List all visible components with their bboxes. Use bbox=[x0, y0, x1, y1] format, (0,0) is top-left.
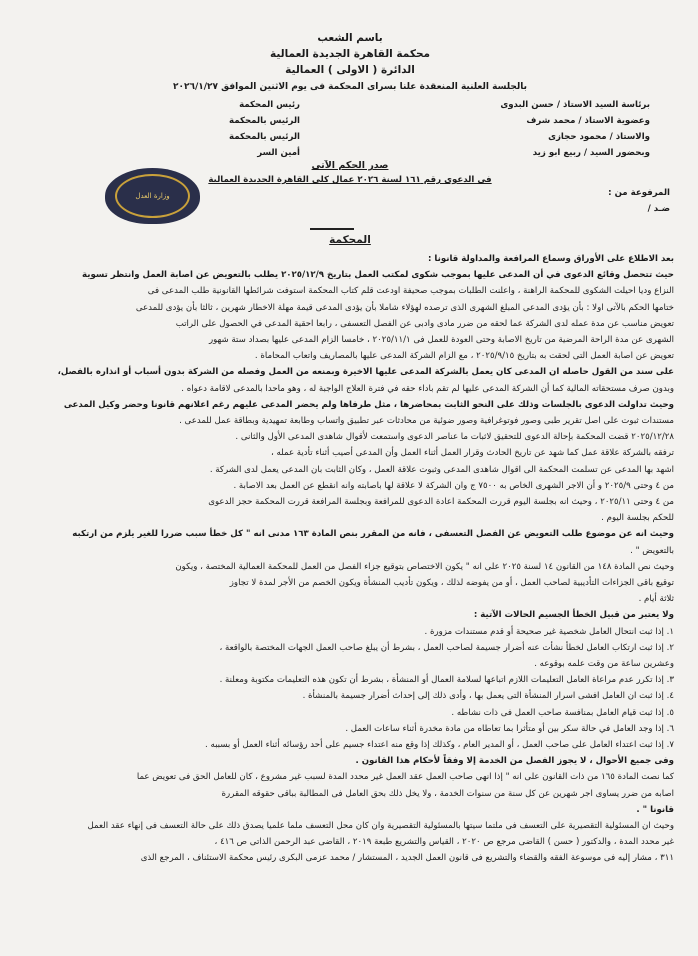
panel-member: برئاسة السيد الاستاذ / حسن البدوى bbox=[500, 100, 650, 110]
paragraph-line: اشهد بها المدعى عن تسلمت المحكمة الى اقوال شاهدى المدعى وثبوت علاقة العمل ، وكان الثابت بان المدعى يعمل لدى الشركة . bbox=[209, 464, 674, 475]
paragraph-line: من ٤ وحتى ٢٠٢٥/٩ و أن الاجر الشهرى الخاص به ٧٥٠٠ ج وان الشركة لا علاقة لها باصابته وانه انقطع عن العمل بعد الاصابة . bbox=[233, 480, 674, 491]
paragraph-line: ٧. إذا ثبت اعتداء العامل على صاحب العمل ، أو المدير العام ، وكذلك إذا وقع منه اعتداء جسيم على أحد رؤسائه أثناء العمل أو بسببه . bbox=[205, 740, 674, 750]
paragraph-line: من ٤ وحتى ٢٠٢٥/١١ ، وحيث انه بجلسة اليوم قررت المحكمة اعادة الدعوى للمرافعة وبجلسة المرافعة قررت المحكمة حجز الدعوى bbox=[208, 497, 674, 507]
paragraph-line: تعويض عن اصابة العمل التى لحقت به بتاريخ ٢٠٢٥/٩/١٥ ، مع الزام الشركة المدعى عليها بالمصاريف واتعاب المحاماة . bbox=[254, 351, 674, 362]
paragraph-line: قانونا " . bbox=[636, 804, 674, 815]
paragraph-line: تعويض مناسب عن مدة عمله لدى الشركة عما لحقه من ضرر مادى وادبى عن الفصل التعسفى ، رابعا احقية المدعى في الحصول على الراتب bbox=[175, 318, 674, 329]
paragraph-line: ٦. إذا وجد العامل في حالة سكر بين أو متأثرا بما تعاطاه من مادة مخدرة أثناء ساعات العمل . bbox=[345, 723, 674, 734]
judgment-title: صدر الحكم الآتى bbox=[311, 160, 389, 171]
case-number-line: فى الدعوى رقم ١٦١ لسنة ٢٠٢٦ عمال كلى القاهرة الجديدة العمالية bbox=[208, 175, 492, 185]
paragraph-line: ٣١١ ، مشار إليه فى موسوعة الفقه والقضاء والتشريع فى قانون العمل الجديد ، المستشار / محمد عزمى البكرى رئيس محكمة الاستئناف ، المرجع الذى bbox=[140, 853, 674, 864]
paragraph-line: ختامها الحكم بالآتى اولا : بأن يؤدى المدعى المبلغ الشهرى الذى ترصده لهؤلاء شاملا بأن يؤدى المدعى قيمة مهلة الاخطار شهرين ، ثالثا بأن يؤدى للمدعى bbox=[135, 302, 674, 313]
paragraph-line: اصابه من ضرر يساوى اجر شهرين عن كل سنة من سنوات الخدمة ، ولا يخل ذلك بحق العامل فى المطالبة بباقى حقوقه المقررة bbox=[221, 788, 674, 799]
paragraph-line: ٥. إذا ثبت قيام العامل بمنافسة صاحب العمل فى ذات نشاطه . bbox=[451, 707, 674, 718]
paragraph-line: ٢. إذا ثبت ارتكاب العامل لخطأ نشأت عنه أضرار جسيمة لصاحب العمل ، بشرط أن يبلغ صاحب العمل الجهات المختصة بالواقعة ، bbox=[219, 642, 674, 653]
paragraph-line: الشهرى عن مدة الراحة المرضية من تاريخ الاصابة وحتى العودة للعمل فى ٢٠٢٥/١١/١ ، خامسا الزام المدعى عليها بصداد ستة شهور bbox=[208, 335, 674, 345]
panel-member: وبحضور السيد / ربيع ابو زيد bbox=[532, 148, 650, 158]
paragraph-line: بالتعويض " . bbox=[630, 545, 674, 556]
paragraph-line: ثلاثة أيام . bbox=[638, 594, 674, 605]
paragraph-line: وحيث تداولت الدعوى بالجلسات وذلك على النحو الثابت بمحاضرها ، مثل طرفاها ولم يحضر المدعى عليهم رغم اعلانهم قانونا وحضر وكيل المدعى bbox=[63, 399, 674, 410]
bismillah-line: باسم الشعب bbox=[317, 32, 383, 44]
paragraph-line: للحكم بجلسة اليوم . bbox=[601, 513, 674, 524]
paragraph-line: بعد الاطلاع على الأوراق وسماع المرافعة والمداولة قانونا : bbox=[427, 254, 674, 264]
plaintiff-label: المرفوعة من : bbox=[608, 188, 670, 198]
panel-role: الرئيس بالمحكمة bbox=[229, 116, 300, 126]
seal-text: وزارة العدل bbox=[115, 174, 190, 218]
session-line: بالجلسة العلنية المنعقدة علنا بسراى المحكمة فى يوم الاثنين الموافق ٢٠٢٦/١/٢٧ bbox=[172, 82, 528, 92]
panel-role: أمين السر bbox=[257, 148, 300, 158]
paragraph-line: وحيث انه عن موضوع طلب التعويض عن الفصل التعسفى ، فانه من المقرر بنص المادة ١٦٣ مدنى انه " كل خطأ سبب ضررا للغير يلزم من ارتكبه bbox=[72, 529, 674, 540]
paragraph-line: وبدون صرف مستحقاته المالية كما أن الشركة المدعى عليها لم تقم باداء حقه في فترة العلاج الواجبة له ، وهو ماحدا بالمدعى لاقامة دعواه . bbox=[181, 383, 674, 394]
panel-role: رئيس المحكمة bbox=[239, 100, 300, 110]
paragraph-line: كما نصت المادة ١٦٥ من ذات القانون على انه " إذا انهى صاحب العمل عقد العمل غير محدد المدة لسبب غير مشروع ، كان للعامل الحق فى تعويض عما bbox=[136, 772, 674, 783]
circuit-name: الدائرة ( الاولى ) العمالية bbox=[285, 64, 415, 76]
paragraph-line: ٢٠٢٥/١٢/٢٨ قضت المحكمة بإحالة الدعوى للتحقيق لاثبات ما عناصر الدعوى واستمعت لأقوال شاهدى المدعى الأول والثانى . bbox=[235, 432, 674, 443]
defendant-label: ضـد / bbox=[647, 204, 670, 214]
paragraph-line: مستندات ثبوت على اصل تقرير طبى وصور فوتوغرافية وصور ضوئية من محادثات عبر تطبيق واتساب وطابعة تمهيدية وبطاقة عمل للمدعى . bbox=[179, 416, 674, 426]
paragraph-line: ترفقه بالشركة علاقة عمل كما شهد عن تاريخ الحادث وقرار العمل أثناء العمل وأن المدعى أصيب أثناء تأدية عمله ، bbox=[271, 448, 674, 459]
paragraph-line: وعشرين ساعة من وقت علمه بوقوعه . bbox=[534, 659, 674, 669]
separator-dash bbox=[310, 228, 354, 230]
paragraph-line: ١. إذا ثبت انتحال العامل شخصية غير صحيحة أو قدم مستندات مزورة . bbox=[424, 626, 674, 637]
paragraph-line: ٣. إذا تكرر عدم مراعاة العامل التعليمات اللازم اتباعها لسلامة العمال أو المنشأة ، بشرط أن تكون هذه التعليمات مكتوبة ومعلنة . bbox=[219, 675, 674, 686]
paragraph-line: وفى جميع الأحوال ، لا يجوز الفصل من الخدمة إلا وفقاً لأحكام هذا القانون . bbox=[355, 756, 674, 767]
paragraph-line: ولا يعتبر من قبيل الخطأ الجسيم الحالات الآتية : bbox=[473, 610, 674, 621]
panel-member: والاستاذ / محمود حجازى bbox=[548, 132, 650, 142]
panel-role: الرئيس بالمحكمة bbox=[229, 132, 300, 142]
panel-member: وعضوية الاستاذ / محمد شرف bbox=[526, 116, 650, 126]
paragraph-line: توقيع باقى الجزاءات التأديبية لصاحب العمل ، أو من يفوضه لذلك ، ويكون تأديب المنشأة ويكون الخصم من الأجر لمدة لا تجاوز bbox=[229, 578, 674, 588]
paragraph-line: حيث تتحصل وقائع الدعوى في أن المدعى عليها بموجب شكوى لمكتب العمل بتاريخ ٢٠٢٥/١٢/٩ يطلب بالتعويض عن اصابة العمل وانتظر تسوية bbox=[82, 270, 674, 281]
paragraph-line: وحيث نص المادة ١٤٨ من القانون ١٤ لسنة ٢٠٢٥ على انه " يكون الاختصاص بتوقيع جزاء الفصل من العمل للمحكمة العمالية المختصة ، ويكون bbox=[175, 561, 674, 572]
paragraph-line: على سند من القول حاصله ان المدعى كان يعمل بالشركة المدعى عليها الاخيرة وبمنعه من العمل وفصله من الشركة بدون أسباب أو انذاره بالفصل، bbox=[57, 367, 674, 378]
paragraph-line: ٤. إذا ثبت ان العامل افشى اسرار المنشأة التى يعمل بها ، وأدى ذلك إلى إحداث أضرار جسيمة بالمنشأة . bbox=[302, 691, 674, 702]
court-name: محكمة القاهرة الجديدة العمالية bbox=[269, 48, 431, 60]
court-heading: المحكمة bbox=[329, 234, 371, 246]
court-seal bbox=[105, 168, 200, 224]
paragraph-line: غير محدد المدة ، والدكتور ( حسن ) القاضى مرجع ص ٢٠٢٠ ، القياس والتشريع طبعة ٢٠١٩ ، القاضى عبد الرحمن الذاتى ص ٤١٦ ، bbox=[214, 837, 674, 848]
paragraph-line: النزاع وديا احيلت الشكوى للمحكمة الراهنة ، واعلنت الطلبات بموجب صحيفة اودعت قلم كتاب المحكمة استوفت شرائطها القانونية طلب المدعى فى bbox=[147, 286, 674, 297]
paragraph-line: وحيث ان المسئولية التقصيرية على التعسف فى ملتما سيتها بالمسئولية التقصيرية وان كان محل التعسف ملما علميا يصدق ذلك على حالة التعسف فى إنهاء عقد العمل bbox=[87, 821, 674, 831]
